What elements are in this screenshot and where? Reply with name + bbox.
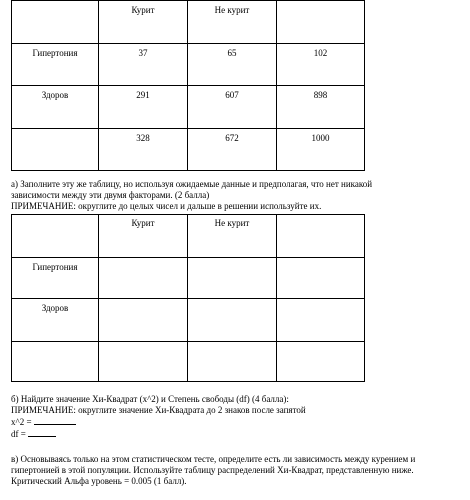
table-header-row	[12, 215, 365, 258]
chi-square-blank[interactable]	[34, 416, 76, 425]
section-c-line: Критический Альфа уровень = 0.005 (1 балл).	[11, 476, 187, 486]
table-row	[12, 299, 365, 342]
table-cell[interactable]	[188, 299, 277, 342]
section-b-text	[11, 394, 306, 440]
table-cell	[277, 215, 365, 258]
observed-table	[11, 0, 365, 171]
row-label: Здоров	[12, 86, 99, 129]
section-a-text	[11, 179, 372, 212]
section-b-line: б) Найдите значение Хи-Квадрат (x^2) и Степень свободы (df) (4 балла):	[11, 394, 289, 404]
table-header-cell: Не курит	[188, 215, 277, 258]
table-cell: 102	[277, 44, 365, 86]
table-cell: 37	[99, 44, 188, 86]
row-label: Здоров	[12, 299, 99, 342]
table-cell: 328	[99, 129, 188, 171]
section-c-line: в) Основываясь только на этом статистическом тесте, определите есть ли зависимость между курением и	[11, 454, 416, 464]
table-cell: 672	[188, 129, 277, 171]
table-row	[12, 44, 365, 86]
table-header-cell: Курит	[99, 215, 188, 258]
table-cell[interactable]	[188, 258, 277, 299]
table-cell[interactable]	[277, 299, 365, 342]
table-cell[interactable]	[99, 299, 188, 342]
row-label	[12, 129, 99, 171]
chi-square-label: x^2 =	[11, 417, 32, 427]
table-header-row	[12, 1, 365, 44]
row-label: Гипертония	[12, 44, 99, 86]
df-label: df =	[11, 429, 26, 439]
section-c-text	[11, 454, 415, 487]
section-b-note: ПРИМЕЧАНИЕ: округлите значение Хи-Квадрата до 2 знаков после запятой	[11, 405, 306, 415]
table-cell[interactable]	[99, 258, 188, 299]
section-a-note: ПРИМЕЧАНИЕ: округлите до целых чисел и дальше в решении используйте их.	[11, 201, 322, 211]
table-row	[12, 342, 365, 382]
row-label: Гипертония	[12, 258, 99, 299]
table-cell: 607	[188, 86, 277, 129]
table-header-cell: Не курит	[188, 1, 277, 44]
table-header-cell: Курит	[99, 1, 188, 44]
chi-square-answer-line	[11, 416, 306, 428]
table-cell: 1000	[277, 129, 365, 171]
table-cell: 898	[277, 86, 365, 129]
table-cell	[12, 215, 99, 258]
table-cell[interactable]	[277, 258, 365, 299]
table-cell[interactable]	[99, 342, 188, 382]
section-a-line: зависимости между эти двумя факторами. (2 балла)	[11, 190, 210, 200]
table-cell	[277, 1, 365, 44]
table-cell[interactable]	[188, 342, 277, 382]
row-label	[12, 342, 99, 382]
table-row	[12, 86, 365, 129]
table-cell[interactable]	[277, 342, 365, 382]
expected-table	[11, 214, 365, 382]
table-cell: 291	[99, 86, 188, 129]
table-row	[12, 129, 365, 171]
df-blank[interactable]	[28, 428, 56, 437]
table-row	[12, 258, 365, 299]
table-cell	[12, 1, 99, 44]
section-c-line: гипертонией в этой популяции. Используйте таблицу распределений Хи-Квадрат, представленную ниже.	[11, 465, 414, 475]
table-cell: 65	[188, 44, 277, 86]
section-a-line: а) Заполните эту же таблицу, но используя ожидаемые данные и предполагая, что нет никакой	[11, 179, 373, 189]
df-answer-line	[11, 428, 306, 440]
